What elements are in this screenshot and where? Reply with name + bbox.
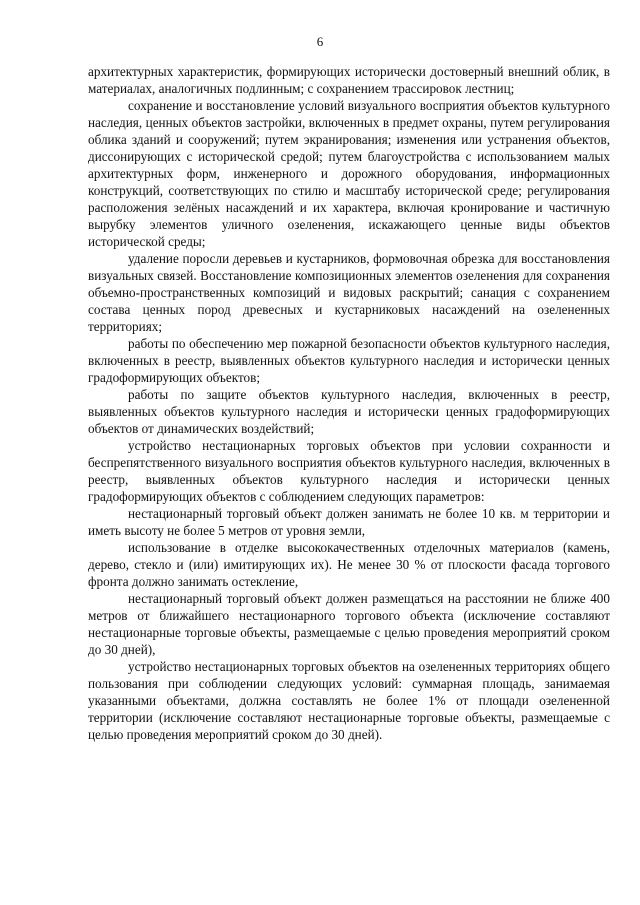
paragraph-5: работы по защите объектов культурного наследия, включенных в реестр, выявленных объектов культурного наследия и исторически ценных градоформирующих объектов от динамических воздействий; [88,387,610,436]
paragraph-2: сохранение и восстановление условий визуального восприятия объектов культурного наследия, ценных объектов застройки, включенных в предмет охраны, путем регулирования облика зданий и сооружений; путем экранирования; изменения или устранения объектов, диссонирующих с исторической средой; путем благоустройства с использованием малых архитектурных форм, инженерного и дорожного оборудования, информационных конструкций, соответствующих по стилю и масштабу исторической среде; регулирования расположения зелёных насаждений и их характера, включая кронирование и частичную вырубку элементов уличного озеленения, искажающего ценные виды объектов исторической среды; [88,98,610,249]
paragraph-6: устройство нестационарных торговых объектов при условии сохранности и беспрепятственного визуального восприятия объектов культурного наследия, включенных в реестр, выявленных объектов культурного наследия и исторически ценных градоформирующих объектов с соблюдением следующих параметров: [88,438,610,504]
paragraph-1: архитектурных характеристик, формирующих исторически достоверный внешний облик, в материалах, аналогичных подлинным; с сохранением трассировок лестниц; [88,64,610,96]
document-body [88,63,610,743]
paragraph-3: удаление поросли деревьев и кустарников, формовочная обрезка для восстановления визуальных связей. Восстановление композиционных элементов озеленения для сохранения объемно-пространственных композиций и видовых раскрытий; санация с сохранением состава ценных пород древесных и кустарниковых насаждений на озелененных территориях; [88,251,610,334]
paragraph-7: нестационарный торговый объект должен занимать не более 10 кв. м территории и иметь высоту не более 5 метров от уровня земли, [88,506,610,538]
paragraph-4: работы по обеспечению мер пожарной безопасности объектов культурного наследия, включенных в реестр, выявленных объектов культурного наследия и исторически ценных градоформирующих объектов; [88,336,610,385]
paragraph-8: использование в отделке высококачественных отделочных материалов (камень, дерево, стекло и (или) имитирующих их). Не менее 30 % от плоскости фасада торгового фронта должно занимать остекление, [88,540,610,589]
page-number: 6 [316,34,324,49]
paragraph-10: устройство нестационарных торговых объектов на озелененных территориях общего пользования при соблюдении следующих условий: суммарная площадь, занимаемая указанными объектами, должна составлять не более 1% от площади озелененной территории (исключение составляют нестационарные торговые объекты, размещаемые с целью проведения мероприятий сроком до 30 дней). [88,659,610,742]
paragraph-9: нестационарный торговый объект должен размещаться на расстоянии не ближе 400 метров от ближайшего нестационарного торгового объекта (исключение составляют нестационарные торговые объекты, размещаемые с целью проведения мероприятий сроком до 30 дней), [88,591,610,657]
